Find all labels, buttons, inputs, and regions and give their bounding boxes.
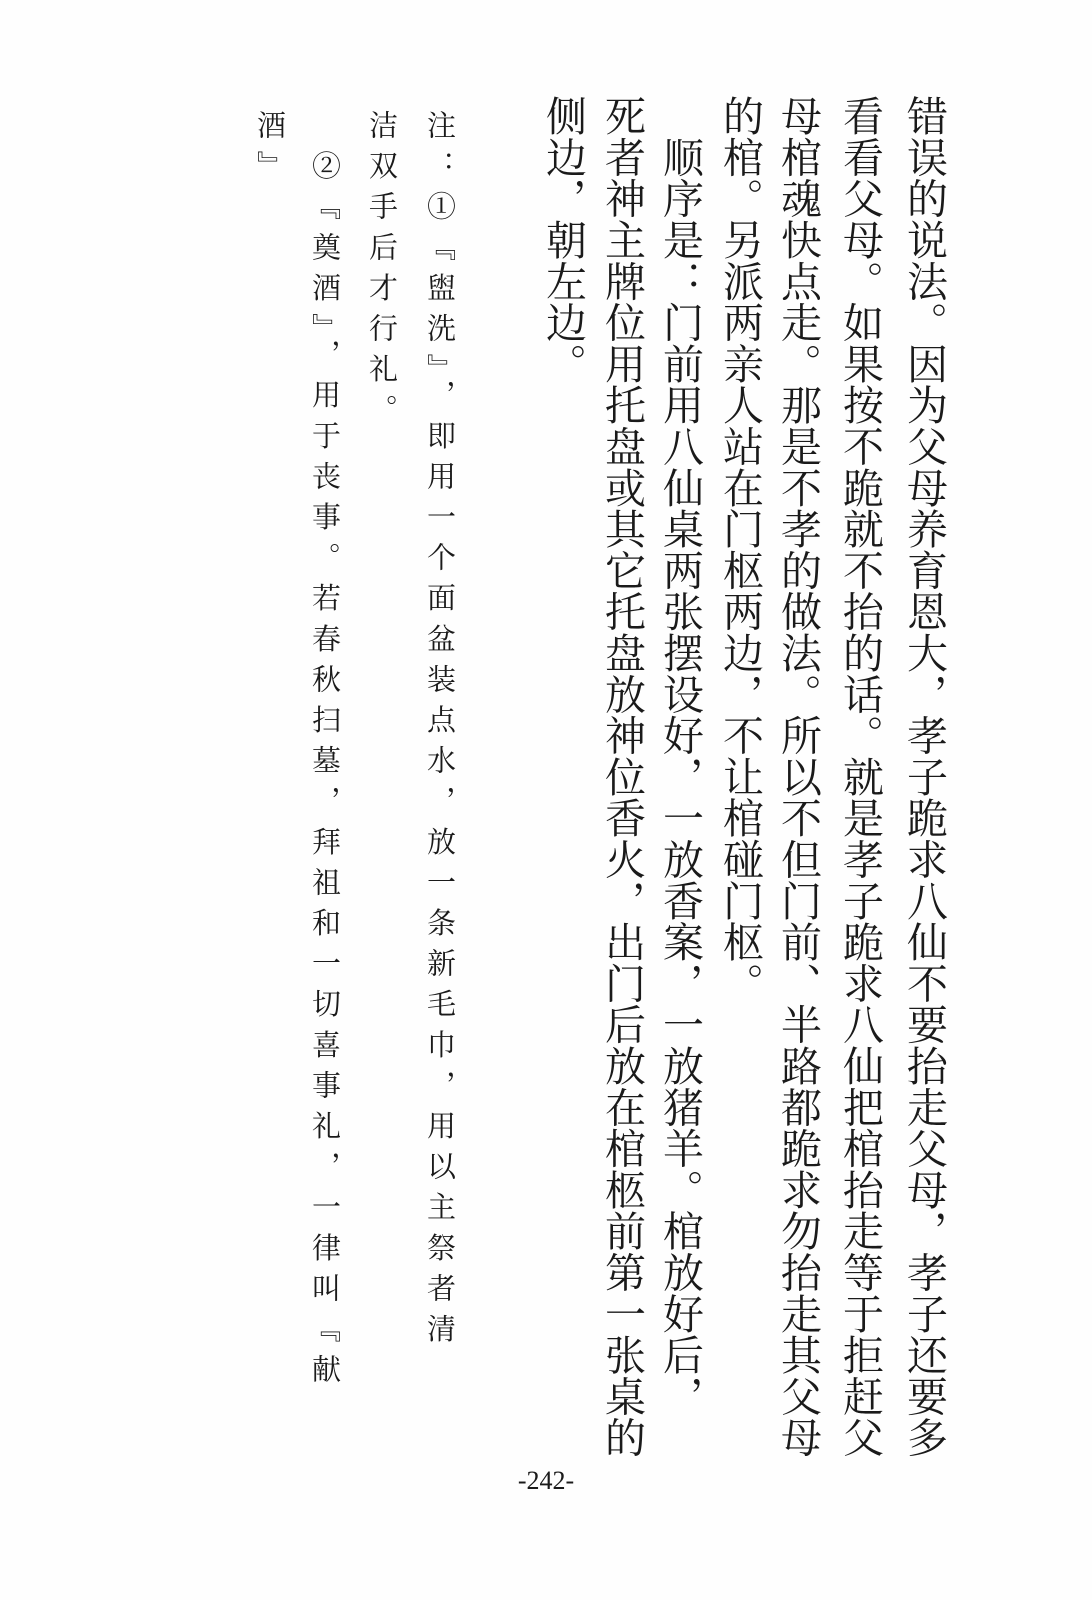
note-column-3: ②『奠酒』，用于丧事。若春秋扫墓，拜祖和一切喜事礼，一律叫『献: [308, 110, 342, 1395]
body-text-column-4: 的棺。另派两亲人站在门枢两边，不让棺碰门枢。: [716, 95, 764, 1004]
body-text-column-5: 顺序是：门前用八仙桌两张摆设好，一放香案，一放猪羊。棺放好后，: [656, 95, 704, 1417]
body-text-column-7: 侧边，朝左边。: [539, 95, 587, 385]
note-column-2: 洁双手后才行礼。: [365, 110, 399, 435]
page-number: -242-: [517, 1466, 575, 1495]
body-text-column-2: 看看父母。如果按不跪就不抬的话。就是孝子跪求八仙把棺抬走等于拒赶父: [836, 95, 884, 1458]
note-column-4: 酒』: [253, 110, 287, 192]
body-text-column-1: 错误的说法。因为父母养育恩大，孝子跪求八仙不要抬走父母，孝子还要多: [900, 95, 948, 1458]
body-text-column-3: 母棺魂快点走。那是不孝的做法。所以不但门前、半路都跪求勿抬走其父母: [774, 95, 822, 1458]
note-column-1: 注：①『盥洗』，即用一个面盆装点水，放一条新毛巾，用以主祭者清: [423, 110, 457, 1355]
body-text-column-6: 死者神主牌位用托盘或其它托盘放神位香火，出门后放在棺柩前第一张桌的: [598, 95, 646, 1458]
